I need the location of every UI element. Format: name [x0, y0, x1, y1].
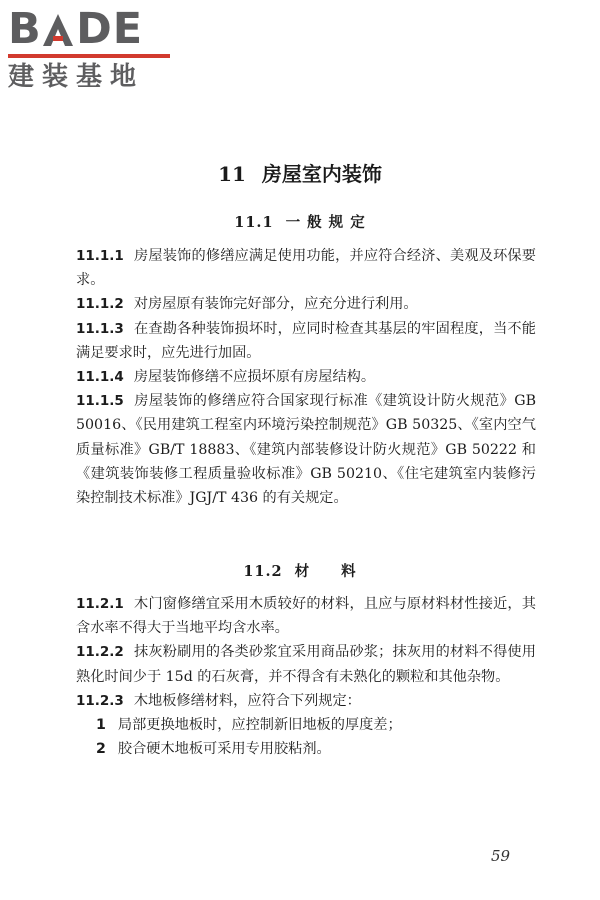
clause-number: 11.1.1	[76, 248, 124, 264]
chapter-number: 11	[218, 162, 246, 186]
page-number: 59	[491, 847, 511, 865]
clause-number: 11.1.3	[76, 320, 124, 337]
section-name: 材 料	[294, 564, 357, 580]
clause	[76, 365, 536, 389]
item-text: 局部更换地板时，应控制新旧地板的厚度差；	[117, 717, 402, 734]
section-number: 11.1	[234, 214, 274, 231]
clause-number: 11.2.2	[76, 644, 124, 661]
clause	[76, 244, 536, 292]
clause-text: 在查勘各种装饰损坏时，应同时检查其基层的牢固程度，当不能满足要求时，应先进行加固。	[76, 320, 536, 361]
logo-text: B	[8, 4, 42, 54]
list-item	[76, 737, 536, 761]
clause-number: 11.1.5	[76, 393, 124, 410]
item-number: 2	[96, 741, 106, 758]
clause-text: 木地板修缮材料，应符合下列规定：	[133, 692, 361, 709]
section-title	[0, 211, 600, 232]
clause-text: 木门窗修缮宜采用木质较好的材料，且应与原材料材性接近，其含水率不得大于当地平均含水率。	[76, 596, 536, 637]
clause-text: 房屋装饰的修缮应符合国家现行标准《建筑设计防火规范》GB 50016、《民用建筑工程室内环境污染控制规范》GB 50325、《室内空气质量标准》GB/T 18883、《建筑内部装修设计防火规范》GB 50222 和《建筑装饰装修工程质量验收标准》GB 50210、《住宅建筑室内装修污染控制技术标准》JGJ/T 436 的有关规定。	[76, 393, 536, 507]
clause-number: 11.2.3	[76, 692, 124, 709]
section-number: 11.2	[243, 563, 283, 580]
logo-wordmark	[8, 6, 178, 52]
clause	[76, 292, 536, 316]
logo-text-tail: DE	[76, 4, 144, 54]
chapter-name: 房屋室内装饰	[261, 162, 382, 186]
clause-number: 11.1.4	[76, 369, 124, 386]
clause	[76, 389, 536, 510]
clause-text: 房屋装饰的修缮应满足使用功能，并应符合经济、美观及环保要求。	[76, 248, 536, 289]
section-body	[76, 592, 536, 761]
section-body	[76, 244, 536, 510]
clause	[76, 640, 536, 688]
list-item	[76, 713, 536, 737]
logo-subtitle: 建装基地	[8, 62, 145, 92]
logo-a-glyph	[42, 6, 76, 52]
brand-logo	[8, 6, 178, 92]
clause-text: 对房屋原有装饰完好部分，应充分进行利用。	[133, 296, 418, 313]
clause-text: 抹灰粉刷用的各类砂浆宜采用商品砂浆；抹灰用的材料不得使用熟化时间少于 15d 的石灰膏，并不得含有未熟化的颗粒和其他杂物。	[76, 644, 536, 685]
clause-number: 11.1.2	[76, 296, 124, 313]
logo-rule	[8, 54, 170, 58]
item-text: 胶合硬木地板可采用专用胶粘剂。	[117, 741, 331, 758]
section-name: 一 般 规 定	[285, 215, 366, 231]
clause-number: 11.2.1	[76, 596, 124, 612]
clause	[76, 592, 536, 640]
section-title	[0, 560, 600, 581]
clause	[76, 689, 536, 713]
item-number: 1	[96, 717, 106, 734]
clause-text: 房屋装饰修缮不应损坏原有房屋结构。	[133, 369, 376, 386]
chapter-title	[0, 158, 600, 187]
clause	[76, 317, 536, 365]
